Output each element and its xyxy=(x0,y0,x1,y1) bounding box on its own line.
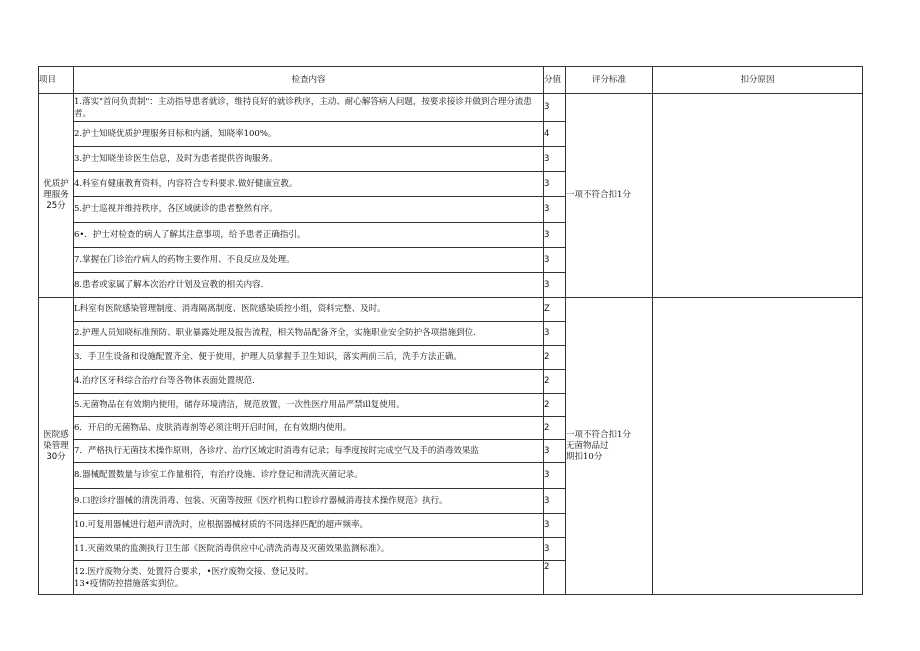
table-row xyxy=(39,298,863,322)
s1-score-7: 3 xyxy=(544,248,566,273)
s1-score-8: 3 xyxy=(544,273,566,298)
section2-standard: 一项不符合扣1分 无菌物品过 期扣10分 xyxy=(566,298,653,595)
s2-score-1: Z xyxy=(544,298,566,322)
s1-score-6: 3 xyxy=(544,223,566,248)
table-row xyxy=(39,94,863,122)
s2-score-3: 2 xyxy=(544,346,566,370)
s2-score-11: 3 xyxy=(544,538,566,561)
s2-item-1: L科室有医院感染管理制度、消毒隔离制度、医院感染质控小组，资料完整、及时。 xyxy=(74,298,544,322)
s2-item-6: 6．开启的无菌物品、皮肤消毒剂等必须注明开启时间，在有效期内使用。 xyxy=(74,417,544,440)
s2-item-12: 12.医疗废物分类、处置符合要求，•医疗废物交接、登记及时。 13•疫情防控措施落实到位。 xyxy=(74,561,544,595)
s1-score-1: 3 xyxy=(544,94,566,122)
section2-name: 医院感 染管理 30分 xyxy=(39,298,74,595)
inspection-table xyxy=(38,66,863,595)
section1-reason[interactable] xyxy=(653,94,863,298)
s2-item-10: 10.可复用器械进行超声清洗时，应根据器械材质的不同选择匹配的超声频率。 xyxy=(74,514,544,538)
s2-item-2: 2.护理人员知晓标准预防、职业暴露处理及报告流程，相关物品配备齐全，实施职业安全防护各项措施到位. xyxy=(74,322,544,346)
s2-item-7: 7．严格执行无菌技术操作原则，各诊疗、治疗区域定时消毒有记录；每季度按时完成空气及手的消毒效果监 xyxy=(74,440,544,463)
header-score: 分值 xyxy=(544,67,566,94)
section1-name: 优质护 理服务 25分 xyxy=(39,94,74,298)
s1-item-6: 6•．护士对检查的病人了解其注意事项，给予患者正确指引。 xyxy=(74,223,544,248)
s1-score-4: 3 xyxy=(544,172,566,197)
s1-score-2: 4 xyxy=(544,122,566,147)
s1-item-5: 5.护士巡视并维持秩序，各区域就诊的患者整然有序。 xyxy=(74,197,544,223)
header-standard: 评分标准 xyxy=(566,67,653,94)
s2-item-4: 4.治疗区牙科综合治疗台等各物体表面处置规范. xyxy=(74,370,544,394)
header-reason: 扣分原因 xyxy=(653,67,863,94)
s1-item-1: 1.落实"首问负责制"：主动指导患者就诊，维持良好的就诊秩序，主动、耐心解答病人问题，按要求接诊并做到合理分流患者。 xyxy=(74,94,544,122)
s2-score-8: 3 xyxy=(544,463,566,489)
s1-item-7: 7.掌握在门诊治疗病人的药物主要作用、不良反应及处理。 xyxy=(74,248,544,273)
s2-score-12: 2 xyxy=(544,561,566,595)
header-row xyxy=(39,67,863,94)
s1-item-4: 4.科室有健康教育资料，内容符合专科要求.做好健康宣教。 xyxy=(74,172,544,197)
s2-score-6: 2 xyxy=(544,417,566,440)
s2-score-2: 3 xyxy=(544,322,566,346)
s1-score-5: 3 xyxy=(544,197,566,223)
s1-item-2: 2.护士知晓优质护理服务目标和内涵，知晓率100%。 xyxy=(74,122,544,147)
header-content: 检查内容 xyxy=(74,67,544,94)
s2-item-5: 5.无菌物品在有效期内使用，储存环境清洁，规范放置，一次性医疗用品严禁ill复使用。 xyxy=(74,394,544,417)
header-project: 项目 xyxy=(39,67,74,94)
s2-item-13: 13•疫情防控措施落实到位。 xyxy=(74,578,184,589)
s2-score-4: 2 xyxy=(544,370,566,394)
s2-score-5: 2 xyxy=(544,394,566,417)
s2-item-11: 11.灭菌效果的监测执行卫生部《医院消毒供应中心清洗消毒及灭菌效果监测标准》。 xyxy=(74,538,544,561)
s1-item-8: 8.患者或家属了解本次治疗计划及宣教的相关内容. xyxy=(74,273,544,298)
section2-reason[interactable] xyxy=(653,298,863,595)
s2-item-8: 8.器械配置数量与诊室工作量相符，有治疗设施、诊疗登记和清洗灭菌记录。 xyxy=(74,463,544,489)
s1-item-3: 3.护士知晓坐诊医生信息，及时为患者提供咨询服务。 xyxy=(74,147,544,172)
s2-score-7: 3 xyxy=(544,440,566,463)
s1-score-3: 3 xyxy=(544,147,566,172)
s2-score-9: 3 xyxy=(544,489,566,514)
s2-item-9: 9.口腔诊疗器械的清洗消毒、包装、灭菌等按照《医疗机构口腔诊疗器械消毒技术操作规范》执行。 xyxy=(74,489,544,514)
section1-standard: 一项不符合扣1分 xyxy=(566,94,653,298)
s2-item-3: 3．手卫生设备和设施配置齐全、便于使用，护理人员掌握手卫生知识，落实两前三后，洗手方法正确。 xyxy=(74,346,544,370)
s2-score-10: 3 xyxy=(544,514,566,538)
